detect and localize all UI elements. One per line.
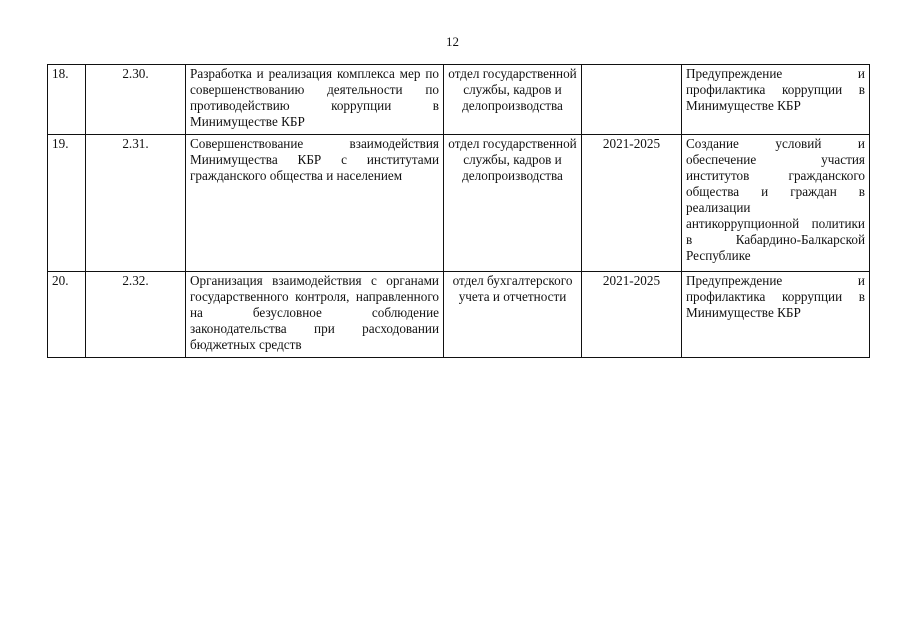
responsible-department: отдел бухгалтерского учета и отчетности <box>444 272 582 358</box>
expected-result: Предупреждение и профилактика коррупции в Минимуществе КБР <box>682 272 870 358</box>
table-row <box>48 272 870 358</box>
execution-term <box>582 65 682 135</box>
execution-term: 2021-2025 <box>582 272 682 358</box>
responsible-department: отдел государственной службы, кадров и делопроизводства <box>444 65 582 135</box>
expected-result: Создание условий и обеспечение участия институтов гражданского общества и граждан в реализации антикоррупционной политики в Кабардино-Балкарской Республике <box>682 135 870 272</box>
row-number: 20. <box>48 272 86 358</box>
table-row <box>48 135 870 272</box>
measure-description: Организация взаимодействия с органами государственного контроля, направленного на безусловное соблюдение законодательства при расходовании бюджетных средств <box>186 272 444 358</box>
row-number: 18. <box>48 65 86 135</box>
responsible-department: отдел государственной службы, кадров и делопроизводства <box>444 135 582 272</box>
measure-description: Разработка и реализация комплекса мер по совершенствованию деятельности по противодействию коррупции в Минимуществе КБР <box>186 65 444 135</box>
item-code: 2.32. <box>86 272 186 358</box>
measures-table <box>47 64 870 358</box>
item-code: 2.31. <box>86 135 186 272</box>
row-number: 19. <box>48 135 86 272</box>
table-row <box>48 65 870 135</box>
page-number: 12 <box>446 34 459 49</box>
measure-description: Совершенствование взаимодействия Минимущества КБР с институтами гражданского общества и населением <box>186 135 444 272</box>
expected-result: Предупреждение и профилактика коррупции в Минимуществе КБР <box>682 65 870 135</box>
execution-term: 2021-2025 <box>582 135 682 272</box>
item-code: 2.30. <box>86 65 186 135</box>
